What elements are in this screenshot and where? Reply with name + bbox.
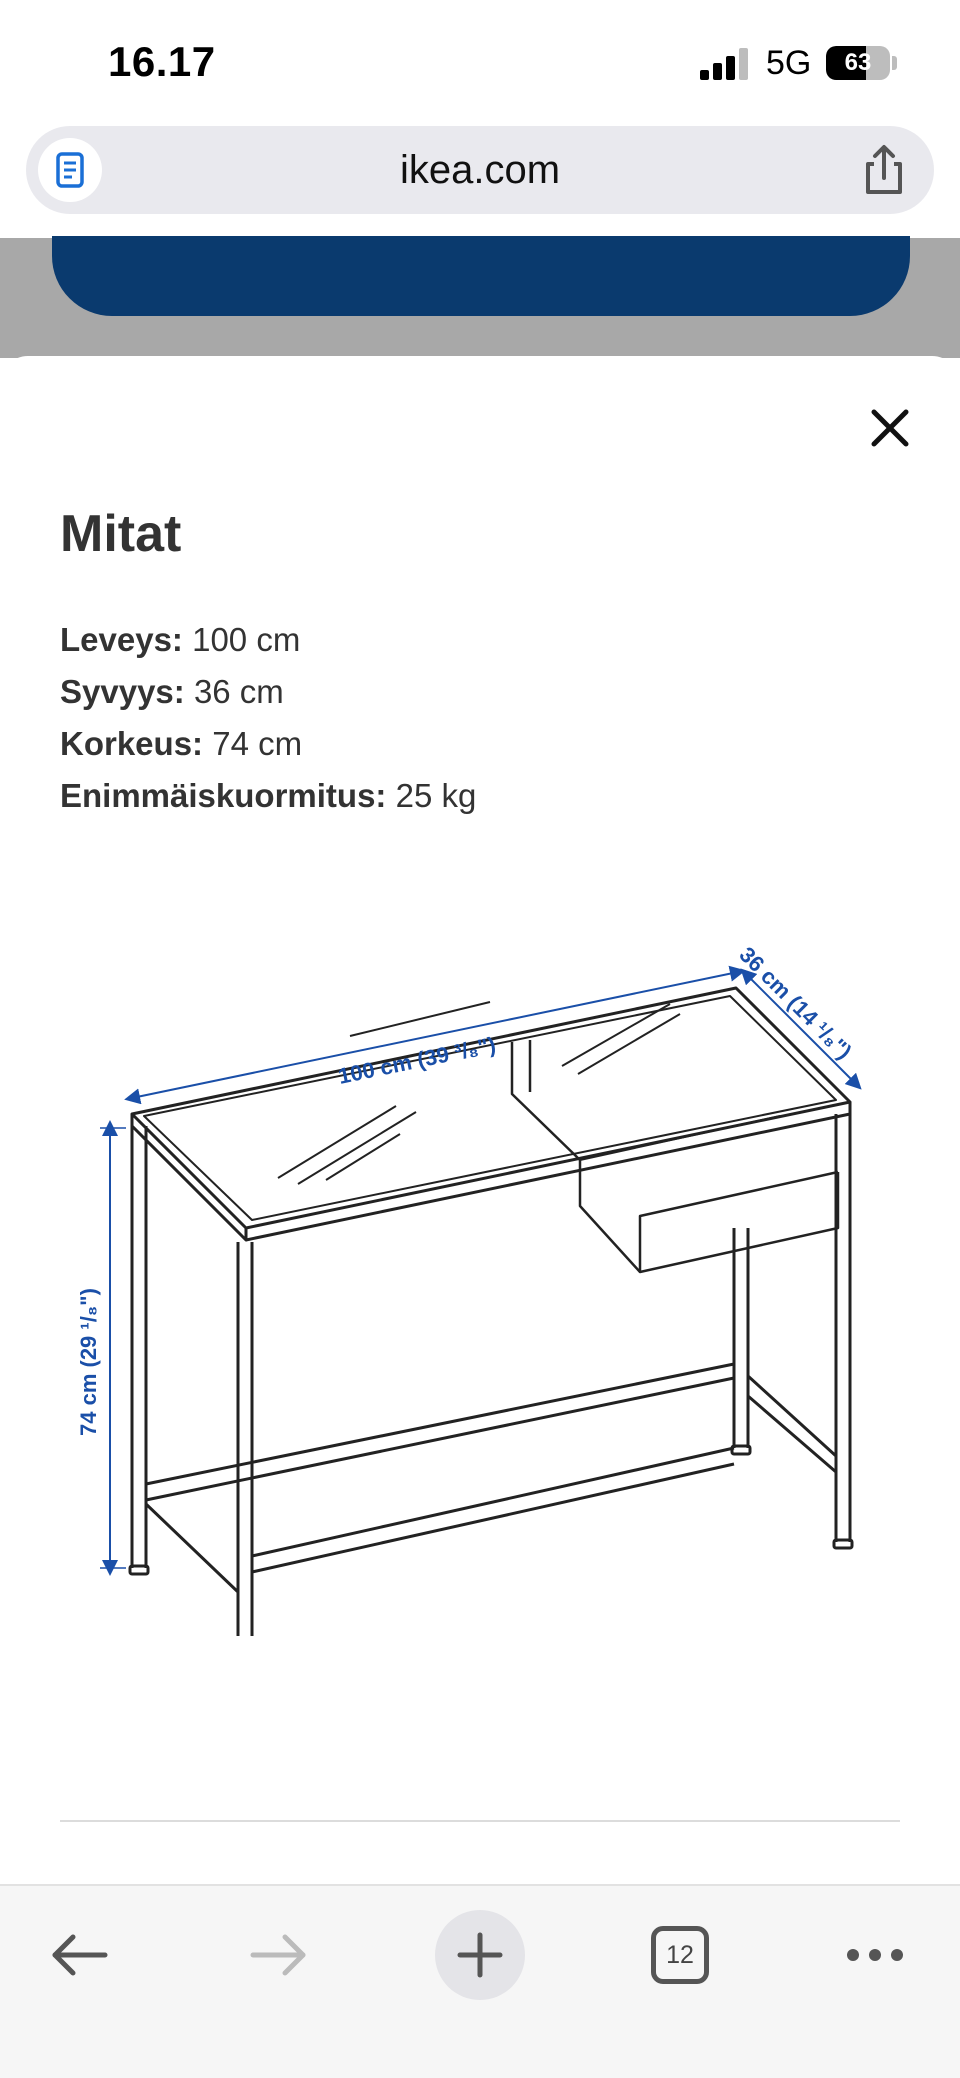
height-dimension-label: 74 cm (29 ¹/₈") — [76, 1288, 101, 1436]
network-type: 5G — [766, 44, 812, 82]
status-bar — [0, 0, 960, 120]
arrow-right-icon — [249, 1933, 309, 1977]
battery-icon — [826, 46, 890, 80]
reader-icon — [56, 152, 84, 188]
plus-icon — [456, 1931, 504, 1979]
spec-max-load — [60, 770, 476, 822]
address-bar[interactable] — [26, 126, 934, 214]
sheet-title: Mitat — [60, 505, 182, 563]
spec-value: 36 cm — [193, 673, 284, 710]
battery-cap — [892, 56, 897, 70]
close-icon — [864, 402, 916, 454]
desk-illustration — [130, 988, 852, 1636]
spec-label: Syvyys: — [60, 673, 185, 710]
arrow-left-icon — [49, 1933, 109, 1977]
back-button[interactable] — [34, 1910, 124, 2000]
spec-value: 100 cm — [192, 621, 301, 658]
share-icon — [854, 140, 914, 200]
dimension-lines — [100, 972, 856, 1568]
spec-list — [60, 614, 476, 822]
forward-button[interactable] — [234, 1910, 324, 2000]
spec-value: 25 kg — [395, 777, 477, 814]
width-dimension-label: 100 cm (39 ³/₈") — [335, 1031, 498, 1089]
dimensions-sheet — [0, 356, 960, 1884]
product-dimension-drawing — [60, 916, 900, 1636]
status-time: 16.17 — [108, 38, 216, 85]
close-button[interactable] — [864, 402, 916, 454]
tabs-icon: 12 — [651, 1926, 709, 1984]
spec-label: Korkeus: — [60, 725, 204, 762]
share-button[interactable] — [854, 140, 914, 200]
tabs-button[interactable] — [635, 1910, 725, 2000]
spec-width — [60, 614, 476, 666]
new-tab-button[interactable] — [435, 1910, 525, 2000]
signal-icon — [700, 48, 750, 80]
spec-height — [60, 718, 476, 770]
more-icon — [845, 1947, 905, 1963]
spec-label: Enimmäiskuormitus: — [60, 777, 387, 814]
battery-level: 63 — [844, 49, 872, 76]
page-backdrop[interactable] — [0, 238, 960, 358]
section-divider — [60, 1820, 900, 1822]
more-button[interactable] — [830, 1910, 920, 2000]
reader-button[interactable] — [38, 138, 102, 202]
background-page-button — [52, 236, 910, 316]
depth-dimension-label: 36 cm (14 ¹/₈") — [734, 941, 857, 1065]
spec-label: Leveys: — [60, 621, 183, 658]
browser-toolbar — [0, 1884, 960, 2078]
url-text[interactable]: ikea.com — [399, 148, 561, 192]
spec-depth — [60, 666, 476, 718]
spec-value: 74 cm — [212, 725, 303, 762]
